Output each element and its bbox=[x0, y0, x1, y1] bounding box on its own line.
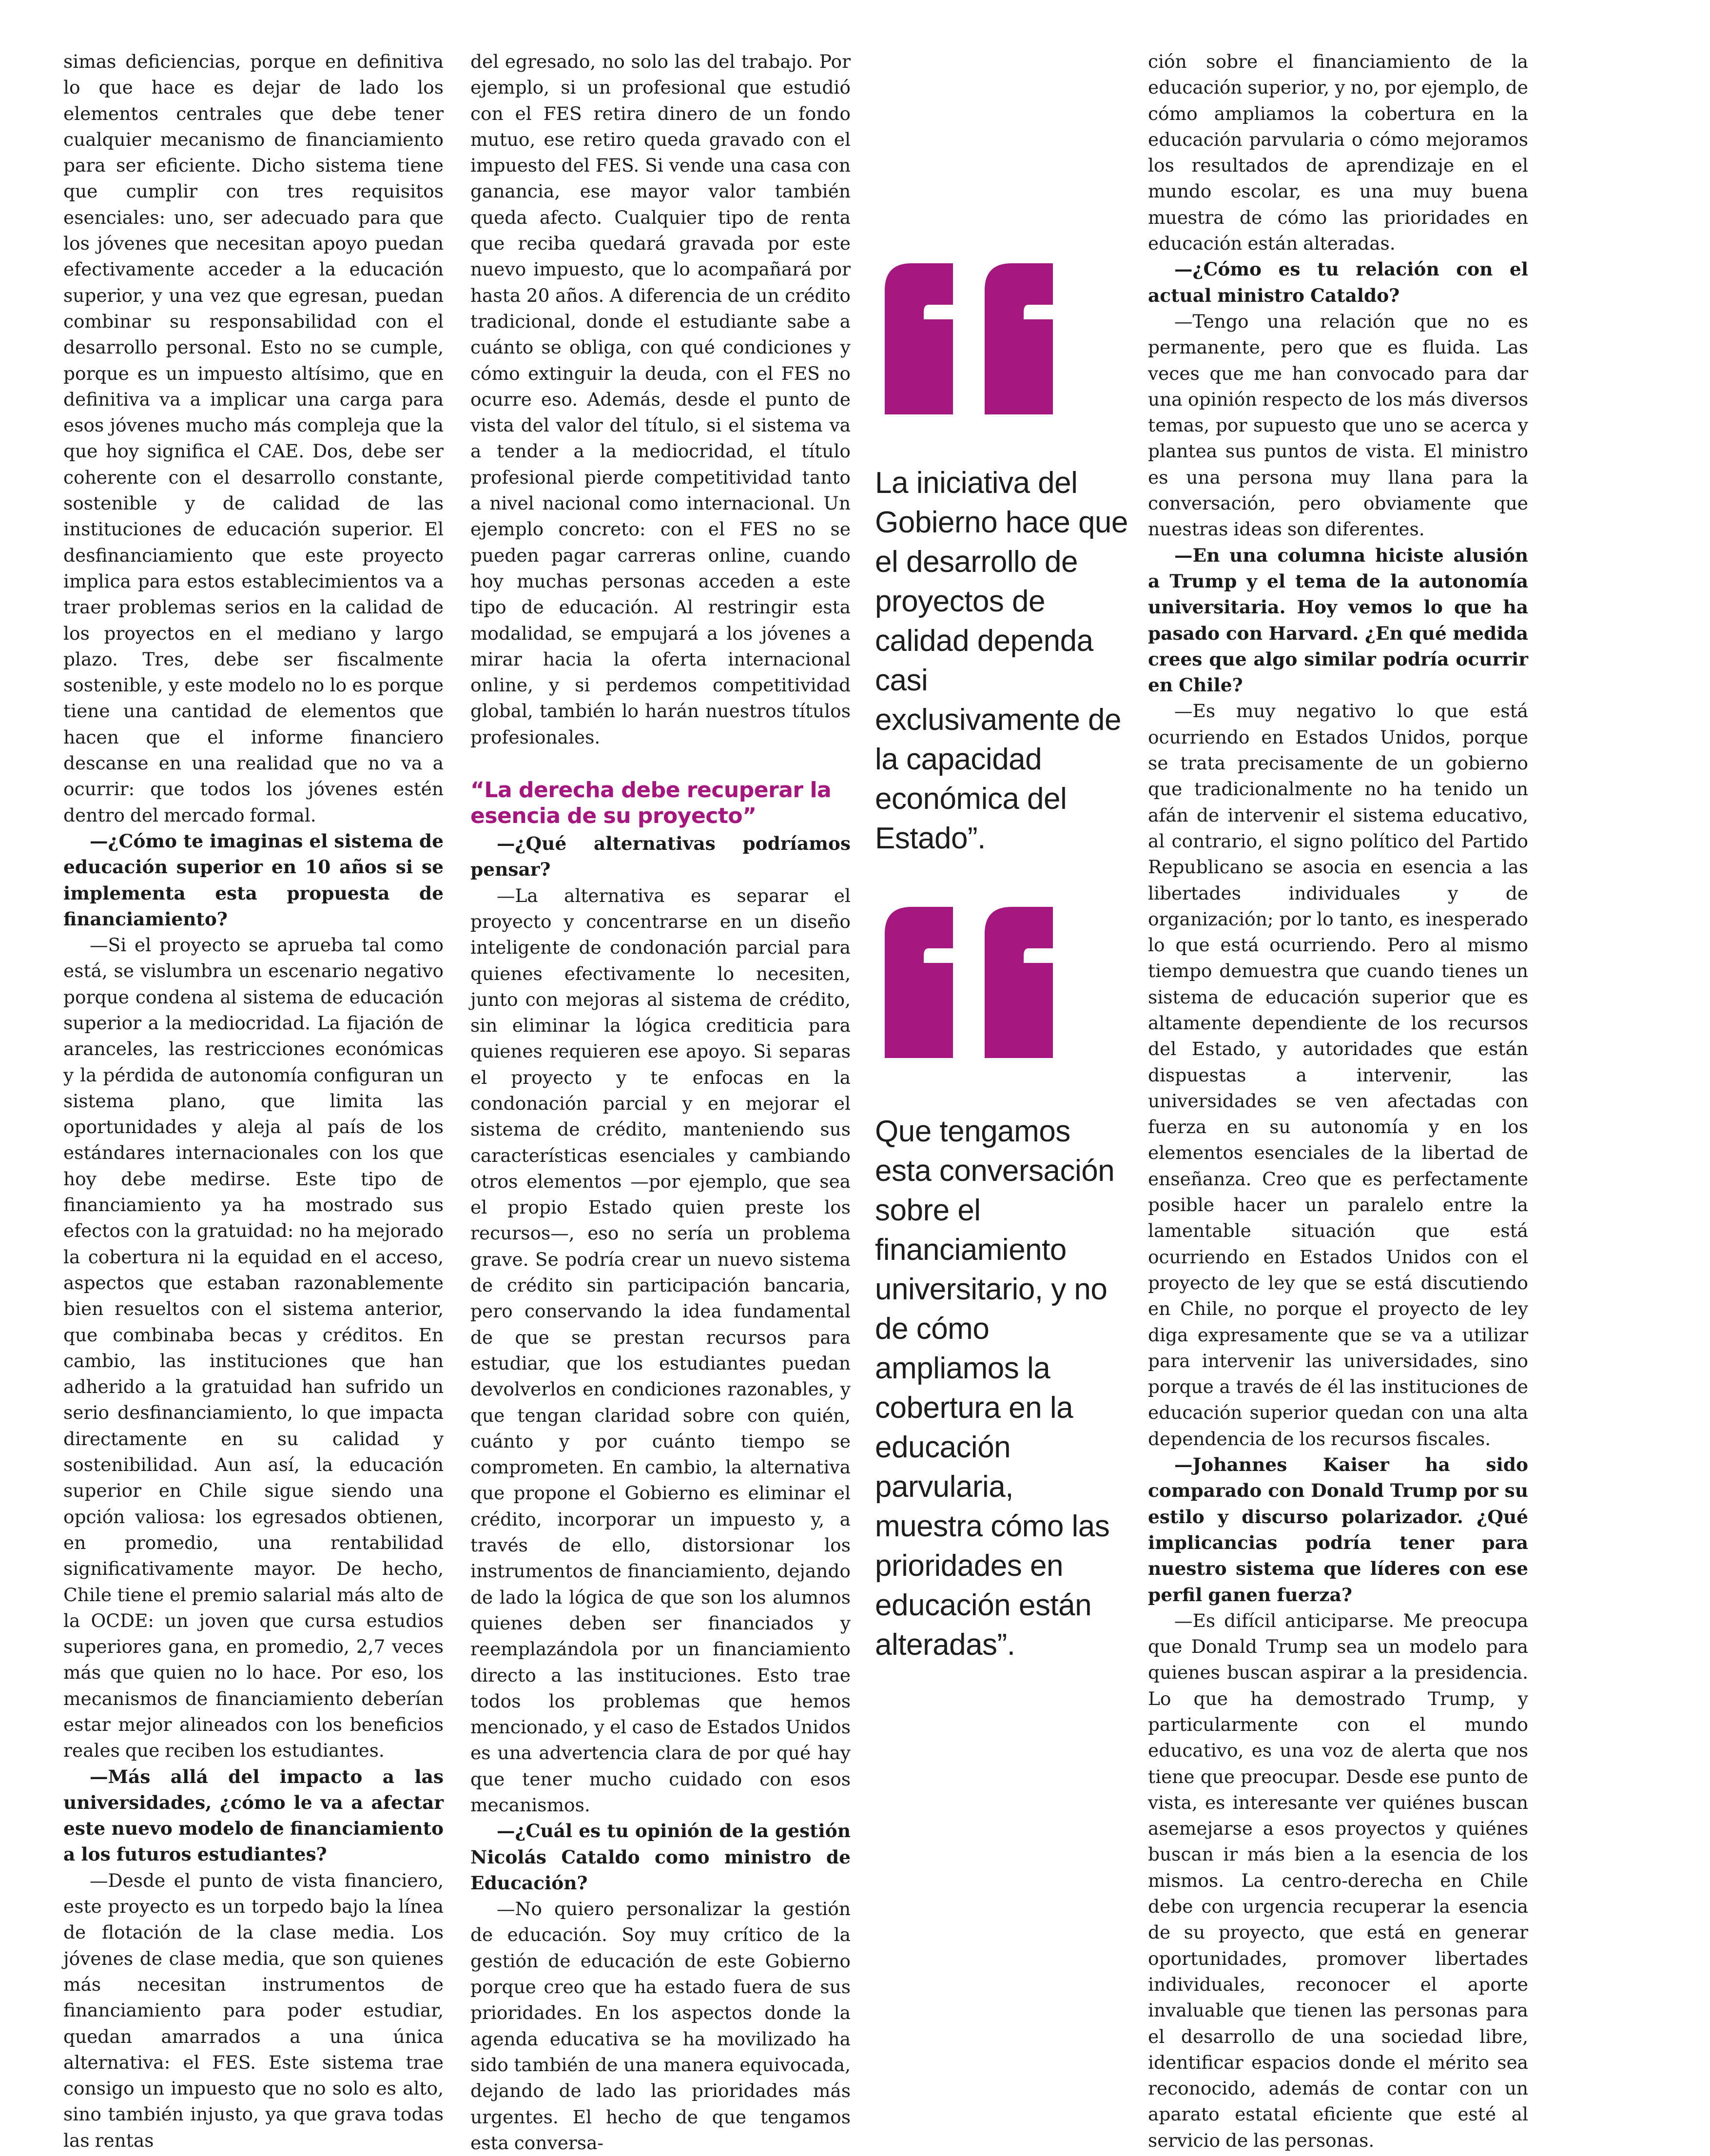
interview-question: —En una columna hiciste alusión a Trump y el tema de la autonomía universitaria. Hoy vemos lo que ha pasado con Harvard. ¿En qué medida crees que algo similar podría ocurrir en Chile? bbox=[1148, 544, 1528, 696]
pull-quote-text: Que tengamos esta conversación sobre el financiamiento universitario, y no de cómo ampliamos la cobertura en la educación parvularia, muestra cómo las prioridades en educación están alteradas”. bbox=[875, 1115, 1115, 1662]
pull-quote-2 bbox=[875, 907, 1128, 1665]
interview-answer: —Tengo una relación que no es permanente, pero que es fluida. Las veces que me han convocado para dar una opinión respecto de los más diversos temas, por supuesto que uno se acerca y plantea sus puntos de vista. El ministro es una persona muy llana para la conversación, pero obviamente que nuestras ideas son diferentes. bbox=[1148, 310, 1528, 540]
section-subheading: “La derecha debe recuperar la esencia de su proyecto” bbox=[470, 778, 832, 829]
quote-mark-icon bbox=[875, 263, 1070, 414]
article-column-2 bbox=[470, 49, 851, 2156]
interview-answer: —Es muy negativo lo que está ocurriendo en Estados Unidos, porque se trata precisamente de un gobierno que tradicionalmente no ha tenido un afán de intervenir el sistema educativo, al contrario, el signo político del Partido Republicano se asocia en esencia a las libertades individuales y de organización; por lo tanto, es inesperado lo que está ocurriendo. Pero al mismo tiempo demuestra que cuando tienes un sistema de educación superior que es altamente dependiente de los recursos del Estado, y autoridades que están dispuestas a intervenir, las universidades se ven afectadas con fuerza en su autonomía y en los elementos esenciales de la libertad de enseñanza. Creo que es perfectamente posible hacer un paralelo entre la lamentable situación que está ocurriendo en Estados Unidos con el proyecto de ley que se está discutiendo en Chile, no porque el proyecto de ley diga expresamente que se va a utilizar para intervenir las universidades, sino porque a través de él las instituciones de educación superior quedan con una alta dependencia de los recursos fiscales. bbox=[1148, 700, 1528, 1450]
interview-question: —¿Cuál es tu opinión de la gestión Nicolás Cataldo como ministro de Educación? bbox=[470, 1820, 851, 1894]
interview-question: —¿Cómo te imaginas el sistema de educación superior en 10 años si se implementa esta propuesta de financiamiento? bbox=[63, 830, 444, 930]
interview-question: —Más allá del impacto a las universidades, ¿cómo le va a afectar este nuevo modelo de financiamiento a los futuros estudiantes? bbox=[63, 1765, 444, 1865]
interview-answer: —La alternativa es separar el proyecto y concentrarse en un diseño inteligente de condonación parcial para quienes efectivamente lo necesiten, junto con mejoras al sistema de crédito, sin eliminar la lógica crediticia para quienes requieren ese apoyo. Si separas el proyecto y te enfocas en la condonación parcial y en mejorar el sistema de crédito, manteniendo sus características esenciales y cambiando otros elementos —por ejemplo, que sea el propio Estado quien preste los recursos—, eso no sería un problema grave. Se podría crear un nuevo sistema de crédito sin participación bancaria, pero conservando la idea fundamental de que se prestan recursos para estudiar, que los estudiantes puedan devolverlos en condiciones razonables, y que tengan claridad sobre con quién, cuánto y por cuánto tiempo se comprometen. En cambio, la alternativa que propone el Gobierno es eliminar el crédito, incorporar un impuesto y, a través de ello, distorsionar los instrumentos de financiamiento, dejando de lado la lógica de que son los alumnos quienes deben ser financiados y reemplazándola por un financiamiento directo a las instituciones. Esto trae todos los problemas que hemos mencionado, y el caso de Estados Unidos es una advertencia clara de por qué hay que tener mucho cuidado con esos mecanismos. bbox=[470, 884, 851, 1816]
interview-answer: —Si el proyecto se aprueba tal como está, se vislumbra un escenario negativo porque condena al sistema de educación superior a la mediocridad. La fijación de aranceles, las restricciones económicas y la pérdida de autonomía configuran un sistema plano, que limita las oportunidades y aleja al país de los estándares internacionales con los que hoy debe medirse. Este tipo de financiamiento ya ha mostrado sus efectos con la gratuidad: no ha mejorado la cobertura ni la equidad en el acceso, aspectos que estaban razonablemente bien resueltos con el sistema anterior, que combinaba becas y créditos. En cambio, las instituciones que han adherido a la gratuidad han sufrido un serio desfinanciamiento, lo que impacta directamente en su calidad y sostenibilidad. Aun así, la educación superior en Chile sigue siendo una opción valiosa: los egresados obtienen, en promedio, una rentabilidad significativamente mayor. De hecho, Chile tiene el premio salarial más alto de la OCDE: un joven que cursa estudios superiores gana, en promedio, 2,7 veces más que quien no lo hace. Por eso, los mecanismos de financiamiento deberían estar mejor alineados con los beneficios reales que reciben los estudiantes. bbox=[63, 934, 444, 1762]
interview-question: —Johannes Kaiser ha sido comparado con Donald Trump por su estilo y discurso polarizador. ¿Qué implicancias podría tener para nuestro sistema que líderes con ese perfil ganen fuerza? bbox=[1148, 1454, 1528, 1606]
article-column-4 bbox=[1148, 49, 1528, 2154]
body-paragraph: ción sobre el financiamiento de la educación superior, y no, por ejemplo, de cómo ampliamos la cobertura en la educación parvularia o cómo mejoramos los resultados de aprendizaje en el mundo escolar, es una muy buena muestra de cómo las prioridades en educación están alteradas. bbox=[1148, 51, 1528, 255]
interview-answer: —No quiero personalizar la gestión de educación. Soy muy crítico de la gestión de educación de este Gobierno porque creo que ha estado fuera de sus prioridades. En los aspectos donde la agenda educativa se ha movilizado ha sido también de una manera equivocada, dejando de lado las prioridades más urgentes. El hecho de que tengamos esta conversa- bbox=[470, 1898, 851, 2154]
interview-question: —¿Cómo es tu relación con el actual ministro Cataldo? bbox=[1148, 258, 1528, 306]
interview-answer: —Desde el punto de vista financiero, este proyecto es un torpedo bajo la línea de flotación de la clase media. Los jóvenes de clase media, que son quienes más necesitan instrumentos de financiamiento para poder estudiar, quedan amarrados a una única alternativa: el FES. Este sistema trae consigo un impuesto que no solo es alto, sino también injusto, ya que grava todas las rentas bbox=[63, 1869, 444, 2151]
quote-mark-icon bbox=[875, 907, 1070, 1058]
article-column-1 bbox=[63, 49, 444, 2154]
interview-answer: —Es difícil anticiparse. Me preocupa que Donald Trump sea un modelo para quienes buscan aspirar a la presidencia. Lo que ha demostrado Trump, y particularmente con el mundo educativo, es una voz de alerta que nos tiene que preocupar. Desde ese punto de vista, es interesante ver quiénes buscan asemejarse a esos proyectos y quiénes buscan ir más bien a la esencia de los mismos. La centro-derecha en Chile debe con urgencia recuperar la esencia de su proyecto, que está en generar oportunidades, promover libertades individuales, reconocer el aporte invaluable que tienen las personas para el desarrollo de una sociedad libre, identificar espacios donde el mérito sea reconocido, además de contar con un aparato estatal eficiente que esté al servicio de las personas. bbox=[1148, 1609, 1528, 2151]
pull-quote-1 bbox=[875, 263, 1128, 858]
body-paragraph: del egresado, no solo las del trabajo. Por ejemplo, si un profesional que estudió con el FES retira dinero de un fondo mutuo, ese retiro queda gravado con el impuesto del FES. Si vende una casa con ganancia, ese mayor valor también queda afecto. Cualquier tipo de renta que reciba quedará gravada por este nuevo impuesto, que lo acompañará por hasta 20 años. A diferencia de un crédito tradicional, donde el estudiante sabe a cuánto se obliga, con qué condiciones y cómo extinguir la deuda, con el FES no ocurre eso. Además, desde el punto de vista del valor del título, si el sistema va a tender a la mediocridad, el título profesional pierde competitividad tanto a nivel nacional como internacional. Un ejemplo concreto: con el FES no se pueden pagar carreras online, cuando hoy muchas personas acceden a este tipo de educación. Al restringir esta modalidad, se empujará a los jóvenes a mirar hacia la oferta internacional online, y si perdemos competitividad global, también lo harán nuestros títulos profesionales. bbox=[470, 51, 851, 748]
pull-quote-text: La iniciativa del Gobierno hace que el desarrollo de proyectos de calidad dependa casi exclusivamente de la capacidad económica del Estado”. bbox=[875, 466, 1128, 855]
body-paragraph: simas deficiencias, porque en definitiva lo que hace es dejar de lado los elementos centrales que debe tener cualquier mecanismo de financiamiento para ser eficiente. Dicho sistema tiene que cumplir con tres requisitos esenciales: uno, ser adecuado para que los jóvenes que necesitan apoyo puedan efectivamente acceder a la educación superior, y una vez que egresan, puedan combinar su responsabilidad con el desarrollo personal. Esto no se cumple, porque es un impuesto altísimo, que en definitiva va a implicar una carga para esos jóvenes mucho más compleja que la que hoy significa el CAE. Dos, debe ser coherente con el desarrollo constante, sostenible y de calidad de las instituciones de educación superior. El desfinanciamiento que este proyecto implica para estos establecimientos va a traer problemas serios en la calidad de los proyectos en el mediano y largo plazo. Tres, debe ser fiscalmente sostenible, y este modelo no lo es porque tiene una cantidad de elementos que hacen que el informe financiero descanse en una realidad que no va a ocurrir: que todos los jóvenes estén dentro del mercado formal. bbox=[63, 51, 444, 826]
interview-question: —¿Qué alternativas podríamos pensar? bbox=[470, 833, 851, 881]
